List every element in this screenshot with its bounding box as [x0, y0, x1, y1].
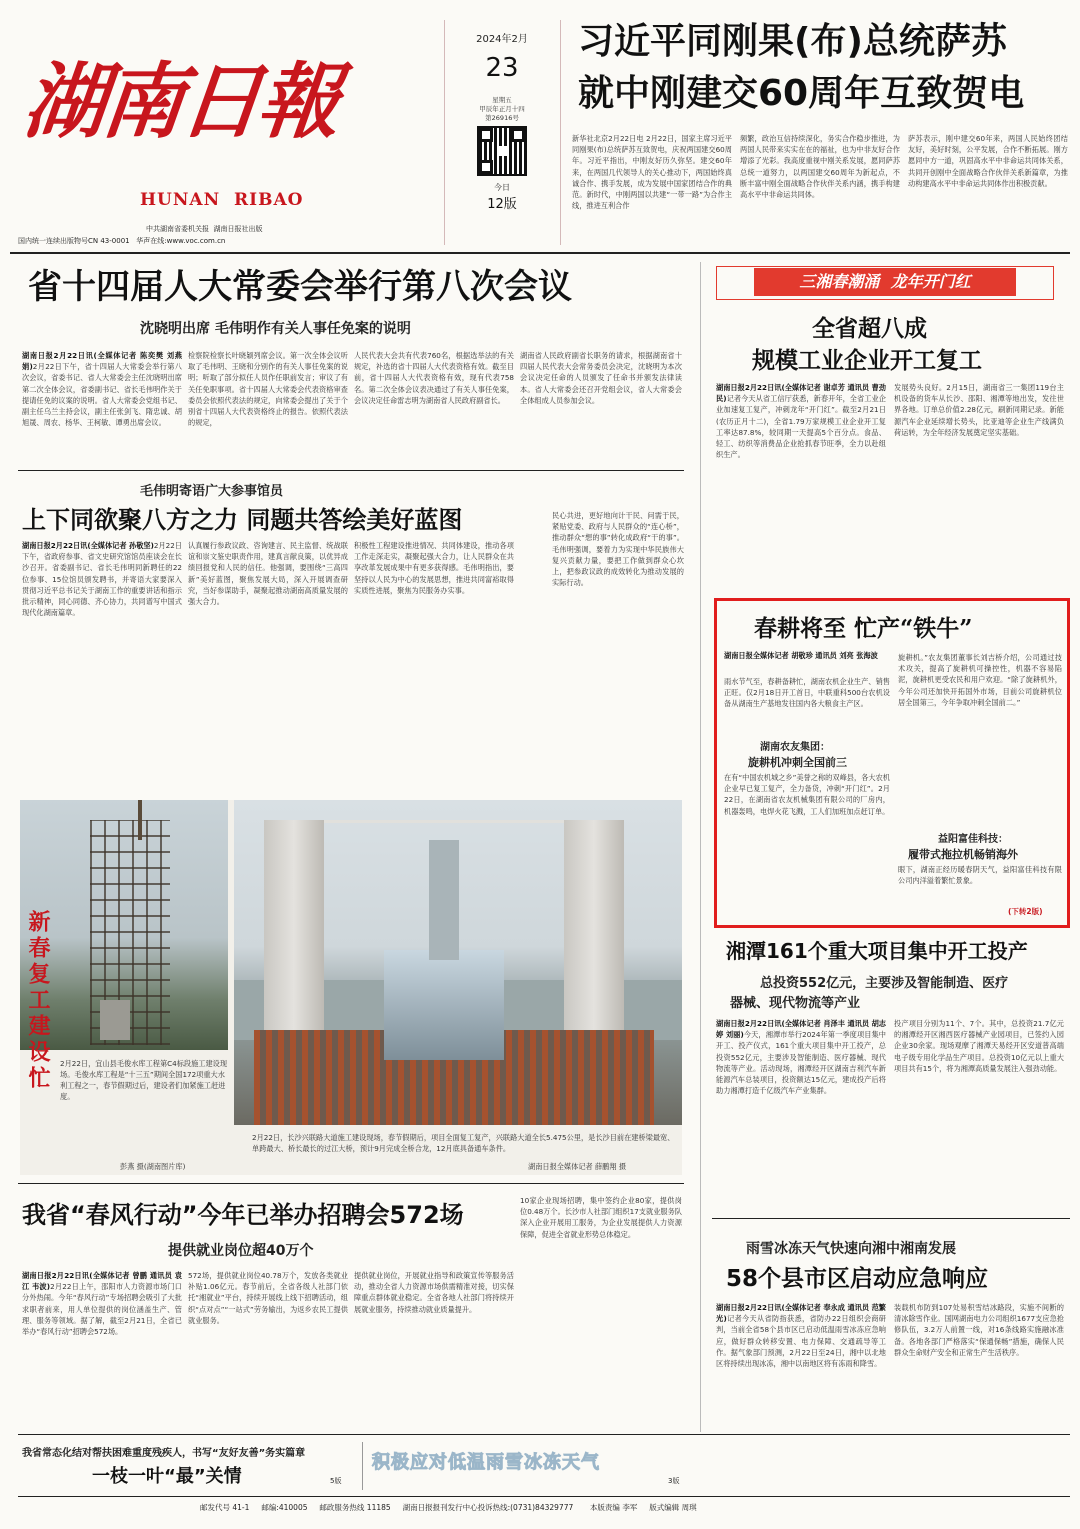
weather-title[interactable]: 58个县市区启动应急响应 — [726, 1266, 989, 1292]
date-day: 23 — [485, 53, 519, 83]
tractor-sub-head-2: 履带式拖拉机畅销海外 — [908, 848, 1018, 861]
xiangtan-title[interactable]: 湘潭161个重大项目集中开工投产 — [726, 939, 1028, 963]
mao-story-col-1: 湖南日报2月22日讯(全媒体记者 孙敬坚)2月22日下午，省政府参事、省文史研究馆馆员座谈会在长沙召开。省委副书记、省长毛伟明同新聘任的22位参事、15位馆员颁发聘书，并寄语大家要深入贯彻习近平总书记关于湖南工作的重要讲话和指示批示精神，同心同德、齐心协力，共同谱写中国式现代化湖南篇章。 — [22, 541, 182, 618]
mao-story-col-3: 积极性工程建设推进情况、共同体建设，推动各项工作走深走实，凝聚起强大合力，让人民群众在共享改革发展成果中有更多获得感。毛伟明指出，要坚持以人民为中心的发展思想，推进共同富裕取得实质性进展，聚焦为民服务办实事。 — [354, 541, 514, 595]
masthead-logo: 湖南日報 — [19, 54, 342, 150]
spring-byline: 湖南日报2月22日讯(全媒体记者 曾鹏 通讯员 袁江 韦波) — [22, 1271, 182, 1292]
xiangtan-col-1: 湖南日报2月22日讯(全媒体记者 肖泽丰 通讯员 胡志婷 刘丽)今天，湘潭市举行2024年第一季度项目集中开工、投产仪式，161个重大项目集中开工投产，总投资552亿元，主要涉及智能制造、医疗器械、现代物流等产业。活动现场，湘潭经开区湖南吉利汽车新能源汽车总装项目，投资额达15亿元，建成投产后将助力湘潭打造千亿级汽车产业集群。 — [716, 1019, 886, 1096]
date-block — [446, 30, 558, 240]
spring-story-col-1: 湖南日报2月22日讯(全媒体记者 曾鹏 通讯员 袁江 韦波)2月22日上午，邵阳市人力资源市场门口分外热闹。今年“春风行动”专场招聘会吸引了大批求职者前来，用人单位提供的岗位涵盖生产、管理、服务等领域。据了解，截至2月21日，全省已举办“春风行动”招聘会572场。 — [22, 1271, 182, 1337]
footer — [200, 1502, 1070, 1513]
xiangtan-subtitle-1: 总投资552亿元，主要涉及智能制造、医疗 — [760, 976, 1009, 991]
footer-editor: 本版责编 李军 — [589, 1503, 638, 1512]
tractor-sub-kicker-2: 益阳富佳科技： — [938, 834, 1008, 845]
npc-story-col-3: 人民代表大会共有代表760名，根据选举法的有关规定，补选的省十四届人大代表资格有效。截至目前，省十四届人大代表资格有效，现有代表758名。第二次全体会议表决通过了有关人事任免案，会议决定任命雷志明为湖南省人民政府副省长。 — [354, 351, 514, 405]
teaser-left-page: 5版 — [330, 1477, 342, 1485]
masthead-pinyin: HUNAN RIBAO — [140, 190, 304, 210]
right-banner-text: 三湘春潮涌 龙年开门红 — [754, 268, 1016, 296]
mao-story-title[interactable]: 上下同欲聚八方之力 同题共答绘美好蓝图 — [22, 506, 463, 534]
footer-zip: 邮编:410005 — [261, 1503, 308, 1512]
npc-story-col-2: 检察院检察长叶晓颖列席会议。第一次全体会议听取了毛伟明、王晓和分别作的有关人事任免案的说明；听取了部分拟任人员作任职前发言；审议了有关任免职事项。省十四届人大常委会代表资格审查委员会依照代表法的规定，向常委会提出了关于个别省十四届人大代表资格终止的报告。依照代表法的规定， — [188, 351, 348, 428]
spring-story-subtitle: 提供就业岗位超40万个 — [168, 1243, 314, 1259]
footer-hotline: 邮政服务热线 11185 — [319, 1503, 391, 1512]
npc-story-title[interactable]: 省十四届人大常委会举行第八次会议 — [28, 267, 572, 307]
photo-credit-2: 湖南日报全媒体记者 薛鹏翔 摄 — [528, 1162, 627, 1171]
mao-byline: 湖南日报2月22日讯(全媒体记者 孙敬坚) — [22, 541, 154, 550]
industry-col-1: 湖南日报2月22日讯(全媒体记者 谢卓芳 通讯员 曹劲民)记者今天从省工信厅获悉，新春开年，全省工业企业加速复工复产，冲刺龙年“开门红”。截至2月21日(农历正月十二)，全省1.79万家规模工业企业开工复工率达87.8%，较同期一天提高5个百分点。食品、轻工、纺织等消费品企业抢抓春节旺季，全力以赴组织生产。 — [716, 383, 886, 460]
teaser-right-page: 3版 — [668, 1477, 680, 1485]
teaser-left-kicker[interactable]: 我省常态化结对帮扶困难重度残疾人，书写“友好友善”务实篇章 — [22, 1448, 306, 1459]
xiangtan-col-2: 投产项目分别为11个、7个。其中，总投资21.7亿元的湘潭经开区湘西医疗器械产业园项目，已签约入园企业30余家。现场观摩了湘潭天易经开区安道普高端电子级专用化学品生产项目。总投资10亿元以上重大项目共有15个，将为湘潭高质量发展注入强劲动能。 — [894, 1019, 1064, 1073]
photo-feature-title: 新春复工建设忙 — [25, 910, 51, 1092]
weather-kicker: 雨雪冰冻天气快速向湘中湘南发展 — [746, 1241, 956, 1257]
mao-story-col-4: 民心共进，更好地向计干民、问需于民，紧贴党委、政府与人民群众的“连心桥”，推动群众“想的事”转化成政府“干的事”。毛伟明强调，要着力为实现中华民族伟大复兴贡献力量，要把工作做到群众心坎上，把参政议政的成效转化为推动发展的实际行动。 — [552, 511, 684, 588]
industry-byline: 湖南日报2月22日讯(全媒体记者 谢卓芳 通讯员 曹劲民) — [716, 383, 886, 404]
weather-col-2: 装载机布防到107处易积雪结冰路段，实施不间断的清冰除雪作业。国网湖南电力公司组织1677支应急抢修队伍，3.2万人前置一线，对16条线路实施融冰准备。各地各部门严格落实“保通保畅”措施，确保人民群众生命财产安全和正常生产生活秩序。 — [894, 1303, 1064, 1357]
tractor-col-1b: 在有“中国农机城之乡”美誉之称的双峰县，各大农机企业早已复工复产，全力备货，冲刺“开门红”。2月22日，在湖南省农友机械集团有限公司的厂房内，机器轰鸣，电焊火花飞溅，工人们加班加点赶订单。 — [724, 773, 890, 816]
website[interactable]: 华声在线:www.voc.com.cn — [136, 237, 226, 245]
qr-code[interactable] — [479, 128, 525, 174]
spring-story-col-4: 10家企业现场招聘，集中签约企业80家，提供岗位0.48万个。长沙市人社部门组织17支就业服务队深入企业开展用工服务，为企业发展提供人力资源保障，促进全省就业形势总体稳定。 — [520, 1196, 682, 1239]
top-story-col-2: 频繁，政治互信持续深化，务实合作稳步推进，为两国人民带来实实在在的福祉，也为中非友好合作增添了光彩。我高度重视中刚关系发展，愿同萨苏总统一道努力，以两国建交60周年为新起点，不断丰富中刚全面战略合作伙伴关系内涵，携手构建高水平中非命运共同体。 — [740, 134, 900, 200]
teaser-left-title[interactable]: 一枝一叶“最”关情 — [92, 1466, 242, 1487]
tractor-byline: 湖南日报全媒体记者 胡敬珍 通讯员 刘亮 张海波 — [724, 651, 878, 660]
top-story-col-1: 新华社北京2月22日电 2月22日，国家主席习近平同刚果(布)总统萨苏互致贺电，庆祝两国建交60周年。习近平指出，中刚友好历久弥坚。建交60年来，在两国几代领导人的关心推动下，两国始终真诚合作、携手发展，成为发展中国家团结合作的典范。新时代，中刚两国以共建“一带一路”为合作主线，推进互利合作 — [572, 134, 732, 211]
bridge-photo[interactable] — [234, 800, 682, 1125]
spring-story-title[interactable]: 我省“春风行动”今年已举办招聘会572场 — [22, 1201, 464, 1229]
footer-layout: 版式编辑 周琪 — [649, 1503, 697, 1512]
photo-feature-frame — [20, 800, 682, 1175]
issue-number: 第26916号 — [485, 114, 519, 122]
mao-story-kicker: 毛伟明寄语广大参事馆员 — [140, 484, 284, 499]
tractor-sub-head-1: 旋耕机冲刺全国前三 — [748, 756, 847, 769]
tractor-col-1: 雨水节气至，春耕备耕忙，湖南农机企业生产、销售正旺。仅2月18日开工首日，中联重科500台农机设备从湖南生产基地发往国内各大粮食主产区。 — [724, 677, 890, 709]
photo-credit-1: 彭燕 摄(湖南图片库) — [120, 1162, 186, 1171]
npc-story-subtitle: 沈晓明出席 毛伟明作有关人事任免案的说明 — [140, 321, 411, 337]
npc-byline: 湖南日报2月22日讯(全媒体记者 陈奕樊 刘燕娟) — [22, 351, 182, 372]
date-lunar: 甲辰年正月十四 — [479, 105, 525, 113]
tractor-col-2: 旋耕机。”农友集团董事长刘吉桥介绍，公司通过技术攻关，提高了旋耕机可操控性，机器不容易陷泥，旋耕机更受农民和用户欢迎。“除了旋耕机外，今年公司还加快开拓国外市场，目前公司旋耕机位居全国第三，今年争取冲刺全国前二。” — [898, 653, 1062, 707]
tractor-continue-link[interactable]: (下转2版) — [1008, 907, 1043, 916]
industry-title-1[interactable]: 全省超八成 — [812, 316, 927, 342]
photo-caption-1: 2月22日，宜山县毛俊水库工程第C4标段施工建设现场。毛俊水库工程是“十三五”期间全国172项重大水利工程之一，春节假期过后，建设者们加紧施工赶进度。 — [60, 1059, 228, 1101]
spring-story-col-2: 572场，提供就业岗位40.78万个，发放各类就业补贴1.06亿元。春节前后，全省各级人社部门依托“湘就业”平台，持续开展线上线下招聘活动，组织“点对点”“一站式”劳务输出，为返乡农民工提供就业服务。 — [188, 1271, 348, 1325]
date-weekday: 星期五 — [492, 96, 512, 104]
mao-story-col-2: 认真履行参政议政、咨询建言、民主监督、统战联谊和崇文鉴史职责作用，建真言献良策，以优异成绩回报党和人民的信任。他强调，要围绕“三高四新”美好蓝图，聚焦发展大局，深入开展调查研究，当好参谋助手，凝聚起推动湖南高质量发展的强大合力。 — [188, 541, 348, 607]
weather-byline: 湖南日报2月22日讯(全媒体记者 奉永成 通讯员 范繁光) — [716, 1303, 886, 1324]
industry-col-2: 发展势头良好。2月15日，湖南省三一集团119台主机设备的货车从长沙、邵阳、湘潭等地出发，发往世界各地。订单总价值2.28亿元，刷新同期记录。新能源汽车企业延续增长势头，比亚迪等企业生产线满负荷运转，为全年经济发展奠定坚实基础。 — [894, 383, 1064, 437]
date-year-month: 2024年2月 — [476, 34, 528, 45]
org-line: 中共湖南省委机关报 湖南日报社出版 — [146, 225, 263, 233]
npc-story-col-4: 湖南省人民政府副省长职务的请求，根据湖南省十四届人民代表大会常务委员会决定，沈晓明为本次会议决定任命的人员颁发了任命书并颁发法律读本。省人大常委会还召开党组会议，省人大常委会全体组成人员参加会议。 — [520, 351, 682, 405]
photo-caption-2: 2月22日，长沙兴联路大道施工建设现场，春节假期后，项目全面复工复产，兴联路大道全长5.475公里，是长沙目前在建桥梁最宽、单跨最大、桥长最长的过江大桥，预计9月完成全桥合龙，12月底具备通车条件。 — [252, 1133, 675, 1153]
xiangtan-byline: 湖南日报2月22日讯(全媒体记者 肖泽丰 通讯员 胡志婷 刘丽) — [716, 1019, 886, 1040]
pages-count: 12版 — [487, 197, 517, 212]
weather-col-1: 湖南日报2月22日讯(全媒体记者 奉永成 通讯员 范繁光)记者今天从省防指获悉，省防办22日组织会商研判，当前全省58个县市区已启动低温雨雪冰冻应急响应，做好群众转移安置、电力保障、交通疏导等工作。据气象部门预测，2月22日至24日，湘中以北地区将持续出现冰冻，湘中以南地区将有冻雨和降雪。 — [716, 1303, 886, 1369]
footer-postal: 邮发代号 41-1 — [200, 1503, 250, 1512]
pages-label: 今日 — [494, 183, 510, 192]
tractor-sub-kicker-1: 湖南农友集团： — [760, 742, 830, 753]
xiangtan-subtitle-2: 器械、现代物流等产业 — [730, 996, 861, 1011]
teaser-right-title[interactable]: 积极应对低温雨雪冰冻天气 — [372, 1452, 600, 1473]
top-story-title-2[interactable]: 就中刚建交60周年互致贺电 — [578, 73, 1025, 114]
npc-story-col-1: 湖南日报2月22日讯(全媒体记者 陈奕樊 刘燕娟)2月22日下午，省十四届人大常委会举行第八次会议，省委书记、省人大常委会主任沈晓明出席第二次全体会议，省委副书记、省长毛伟明作关于提请任免的议案的说明。省人大常委会党组书记、副主任乌兰主持会议，副主任张剑飞、隋忠诚、胡旭晟、周农、杨华、王柯敏、谭勇出席会议。 — [22, 351, 182, 428]
top-story-title-1[interactable]: 习近平同刚果(布)总统萨苏 — [578, 21, 1007, 62]
tractor-col-2b: 眼下，湖南正经历暖春阴天气，益阳富佳科技有限公司内洋溢着繁忙景象。 — [898, 865, 1062, 886]
tractor-story-title[interactable]: 春耕将至 忙产“铁牛” — [754, 615, 973, 642]
spring-story-col-3: 提供就业岗位，开展就业指导和政策宣传等服务活动，推动全省人力资源市场供需精准对接，切实保障重点群体就业稳定。全省各地人社部门将持续开展就业服务，持续推动就业质量提升。 — [354, 1271, 514, 1314]
footer-phone: 湖南日报报刊发行中心投诉热线:(0731)84329777 — [402, 1503, 574, 1512]
top-story-col-3: 萨苏表示，刚中建交60年来，两国人民始终团结友好，美好时刻，公平发展，合作不断拓展。刚方愿同中方一道，巩固高水平中非命运共同体关系，共同开创刚中全面战略合作伙伴关系新篇章，为推动构建高水平中非命运共同体作出积极贡献。 — [908, 134, 1068, 188]
industry-title-2[interactable]: 规模工业企业开工复工 — [752, 348, 982, 374]
cn-number: 国内统一连续出版物号CN 43-0001 华声在线:www.voc.com.cn — [18, 237, 226, 245]
